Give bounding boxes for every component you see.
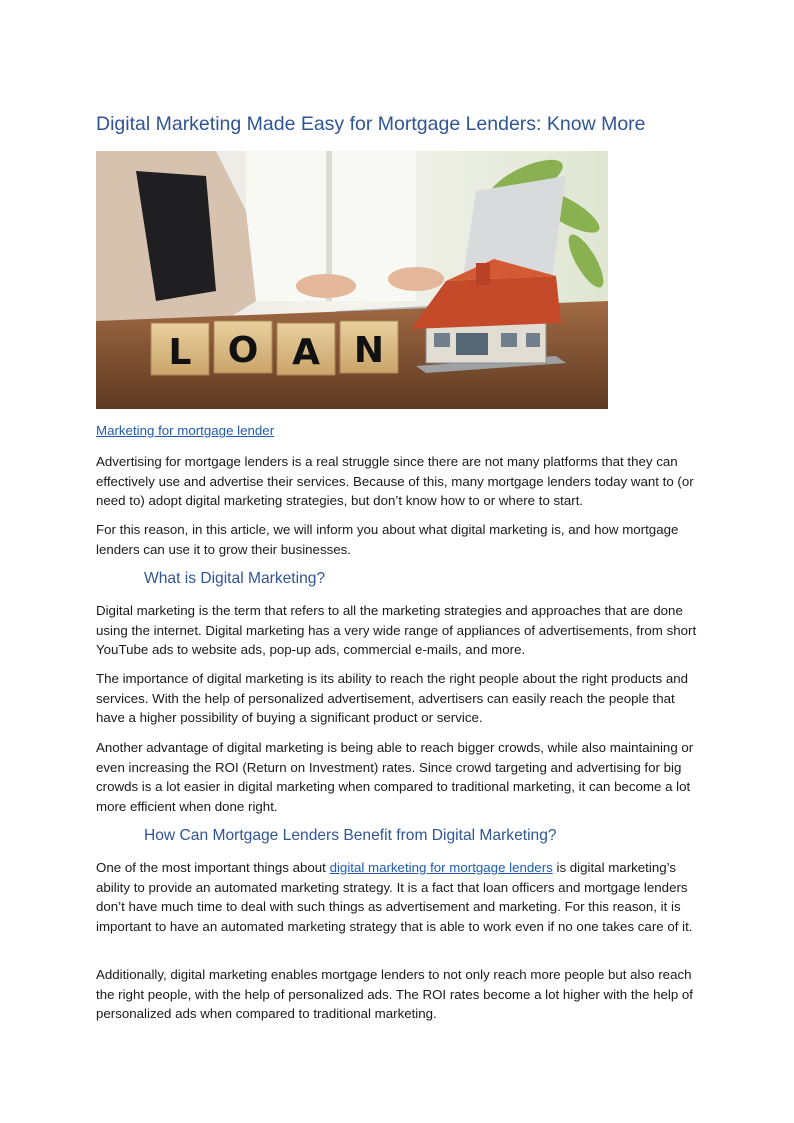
digital-marketing-for-mortgage-lenders-link[interactable]: digital marketing for mortgage lenders (329, 860, 553, 875)
article-title: Digital Marketing Made Easy for Mortgage Lenders: Know More (96, 113, 646, 135)
block-letter-n: N (353, 330, 385, 371)
intro-paragraph-1: Advertising for mortgage lenders is a real struggle since there are not many platforms that they can effectively use and advertise their services. Because of this, many mortgage lenders today want to (or need to) adopt digital marketing strategies, but don’t know how to or where to start. (96, 454, 694, 508)
loan-house-image (96, 151, 608, 409)
intro-paragraph-2: For this reason, in this article, we will inform you about what digital marketing is, and how mortgage lenders can use it to grow their businesses. (96, 522, 679, 557)
block-letter-a: A (292, 332, 320, 373)
section2-paragraph-2: Additionally, digital marketing enables mortgage lenders to not only reach more people but also reach the right people, with the help of personalized ads. The ROI rates become a lot higher with the help of personalized ads when compared to traditional marketing. (96, 967, 693, 1021)
block-letter-l: L (168, 332, 192, 373)
section2-paragraph-1 (96, 858, 701, 936)
section-heading-what-is-digital-marketing: What is Digital Marketing? (144, 570, 326, 587)
section2-paragraph-1-lead: One of the most important things about (96, 860, 330, 875)
section1-paragraph-1: Digital marketing is the term that refers to all the marketing strategies and approaches that are done using the internet. Digital marketing has a very wide range of appliances of advertisements, from short YouTube ads to website ads, pop-up ads, commercial e-mails, and more. (96, 603, 697, 657)
section-heading-how-can-mortgage-lenders-benefit: How Can Mortgage Lenders Benefit from Digital Marketing? (144, 827, 557, 844)
section1-paragraph-3: Another advantage of digital marketing is being able to reach bigger crowds, while also maintaining or even increasing the ROI (Return on Investment) rates. Since crowd targeting and advertising for big crowds is a lot easier in digital marketing when compared to traditional marketing, it can become a lot more efficient when done right. (96, 740, 694, 814)
marketing-for-mortgage-lender-link[interactable]: Marketing for mortgage lender (96, 423, 275, 438)
section1-paragraph-2: The importance of digital marketing is its ability to reach the right people about the right products and services. With the help of personalized advertisement, advertisers can easily reach the people that have a higher possibility of buying a significant product or service. (96, 671, 689, 725)
block-letter-o: O (227, 330, 259, 371)
section2-paragraph-1-rest: is digital marketing’s ability to provide an automated marketing strategy. It is a fact that loan officers and mortgage lenders don’t have much time to deal with such things as advertisement and marketing. For this reason, it is important to have an automated marketing strategy that is able to work even if no one takes care of it. (96, 860, 693, 934)
